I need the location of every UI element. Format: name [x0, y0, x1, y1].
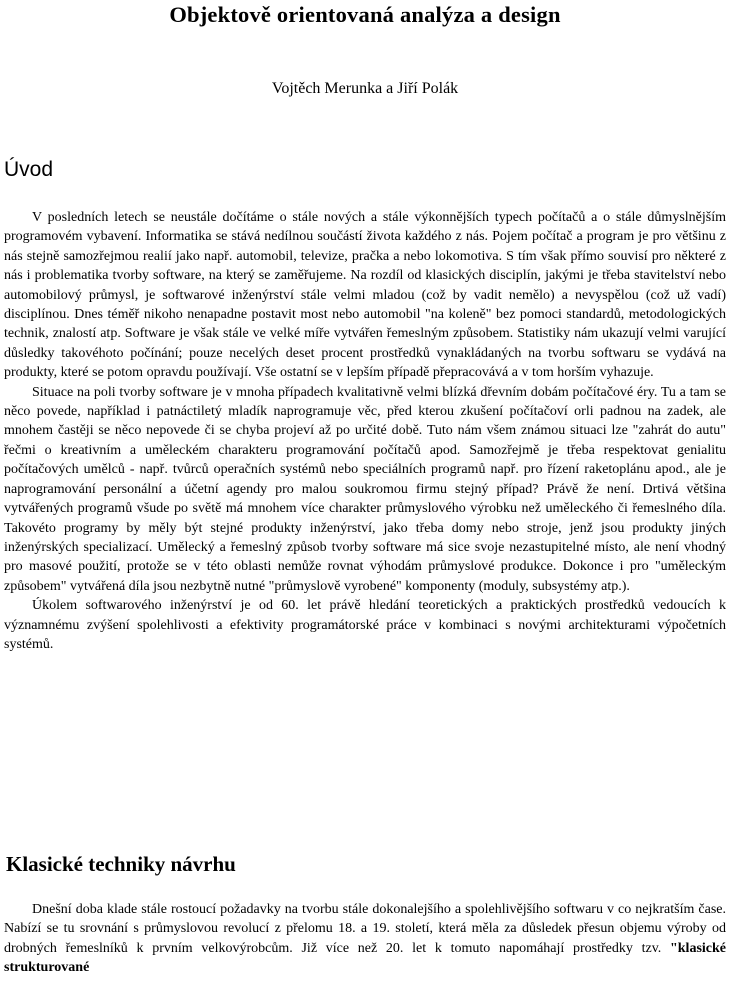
paragraph: Situace na poli tvorby software je v mnoha případech kvalitativně velmi blízká dřevním dobám počítačové éry. Tu a tam se něco povede, například i patnáctiletý mladík naprogramuje věc, před kterou zkušení počítačoví orli padnou na zadek, ale mnohem častěji se něco nepovede či se chyba projeví až po určité době. Tuto nám všem známou situaci lze "zahrát do autu" řečmi o kreativním a uměleckém charakteru programování počítačů apod. Samozřejmě je třeba respektovat genialitu počítačových umělců - např. tvůrců operačních systémů nebo speciálních programů např. pro řízení raketoplánu apod., ale je naprogramování personální a účetní agendy pro malou soukromou firmu stejný případ? Právě že není. Drtivá většina vytvářených programů všude po světě má mnohem více charakter průmyslového výrobku než uměleckého či řemeslného díla. Takovéto programy by měly být stejné produkty inženýrství, jako třeba domy nebo stroje, jenž jsou produkty jiných inženýrských specializací. Umělecký a řemeslný způsob tvorby software má sice svoje nezastupitelné místo, ale není vhodný pro masové použití, protože se v této oblasti nemůže rovnat výhodám průmyslové produkce. Dokonce i pro "uměleckým způsobem" vytvářená díla jsou nezbytně nutné "průmyslově vyrobené" komponenty (moduly, subsystémy atp.).	[4, 384, 726, 594]
paragraph: Úkolem softwarového inženýrství je od 60. let právě hledání teoretických a praktických prostředků vedoucích k významnému zvýšení spolehlivosti a efektivity programátorské práce v kombinaci s novými architekturami výpočetních systémů.	[4, 598, 726, 652]
document-title: Objektově orientovaná analýza a design	[169, 2, 561, 27]
paragraph	[4, 900, 726, 978]
section-heading-klasicke-techniky: Klasické techniky návrhu	[6, 852, 236, 876]
paragraph-text: Dnešní doba klade stále rostoucí požadavky na tvorbu stále dokonalejšího a spolehlivějšího softwaru v co nejkratším čase. Nabízí se tu srovnání s průmyslovou revolucí z přelomu 18. a 19. století, která měla za důsledek přesun objemu výroby od drobných řemeslníků k prvním velkovýrobcům. Již více než 20. let k tomuto napomáhají prostředky tzv.	[4, 902, 726, 956]
document-authors: Vojtěch Merunka a Jiří Polák	[271, 80, 459, 97]
section-heading-uvod: Úvod	[4, 158, 54, 181]
section-body-klasicke-techniky	[4, 900, 726, 978]
paragraph: V posledních letech se neustále dočítáme o stále nových a stále výkonnějších typech počítačů a o stále důmyslnějším programovém vybavení. Informatika se stává nedílnou součástí života každého z nás. Pojem počítač a program je pro většinu z nás stejně samozřejmou realií jako např. automobil, televize, pračka a nebo lokomotiva. S tím však přímo souvisí pro některé z nás i problematika tvorby software, na který se zaměřujeme. Na rozdíl od klasických disciplín, jakými je třeba stavitelství nebo automobilový průmysl, je softwarové inženýrství stále velmi mladou (což by vadit nemělo) a nevyspělou (což už vadí) disciplínou. Dnes téměř nikoho nenapadne postavit most nebo automobil "na koleně" bez pomoci standardů, metodologických technik, znalostí atp. Software je však stále ve velké míře vytvářen řemeslným způsobem. Statistiky nám ukazují velmi varující důsledky takovéhoto počínání; pouze necelých deset procent prostředků vynakládaných na tvorbu softwaru se vydává na produkty, které se potom opravdu používají. Vše ostatní se v lepším případě přepracovává a v tom horším vyhazuje.	[4, 210, 726, 381]
section-body-uvod	[4, 208, 726, 654]
paragraph-emphasis: "klasické strukturované	[4, 940, 726, 976]
